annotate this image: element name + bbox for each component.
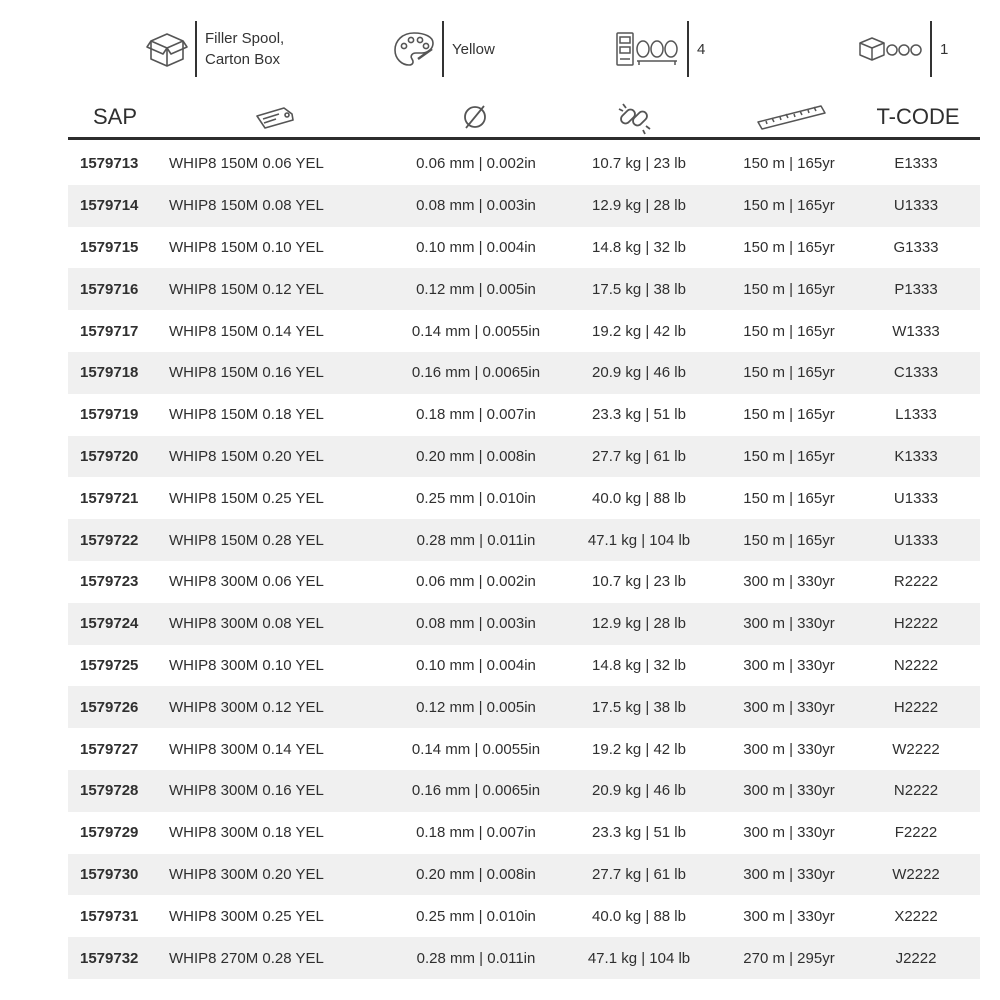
diameter-cell: 0.12 mm | 0.005in — [416, 280, 536, 298]
color-text: Yellow — [452, 40, 495, 58]
sap-cell: 1579729 — [80, 824, 139, 842]
breaking-strength-cell: 40.0 kg | 88 lb — [592, 907, 686, 925]
info-separator — [442, 21, 444, 77]
sap-cell: 1579713 — [80, 155, 139, 173]
product-name-cell: WHIP8 150M 0.16 YEL — [169, 364, 324, 382]
length-cell: 300 m | 330yr — [743, 615, 835, 633]
packaging-text — [205, 28, 284, 70]
diameter-cell: 0.28 mm | 0.011in — [416, 531, 536, 549]
header-sap — [80, 94, 150, 140]
length-cell: 300 m | 330yr — [743, 824, 835, 842]
sap-cell: 1579722 — [80, 531, 139, 549]
table-row — [68, 227, 980, 269]
info-packaging — [145, 18, 284, 80]
length-cell: 300 m | 330yr — [743, 740, 835, 758]
product-name-cell: WHIP8 150M 0.08 YEL — [169, 197, 324, 215]
sap-cell: 1579721 — [80, 489, 139, 507]
product-name-cell: WHIP8 150M 0.25 YEL — [169, 489, 324, 507]
diameter-cell: 0.14 mm | 0.0055in — [411, 322, 541, 340]
breaking-strength-cell: 20.9 kg | 46 lb — [592, 364, 686, 382]
diameter-cell: 0.06 mm | 0.002in — [416, 155, 536, 173]
product-name-cell: WHIP8 150M 0.10 YEL — [169, 238, 324, 256]
table-row — [68, 561, 980, 603]
tcode-cell: X2222 — [894, 907, 938, 925]
header-tcode — [870, 94, 966, 140]
breaking-strength-cell: 27.7 kg | 61 lb — [592, 865, 686, 883]
diameter-cell: 0.10 mm | 0.004in — [416, 238, 536, 256]
sap-cell: 1579732 — [80, 949, 139, 967]
breaking-strength-cell: 12.9 kg | 28 lb — [592, 615, 686, 633]
label-tag-icon — [250, 94, 300, 140]
breaking-strength-cell: 40.0 kg | 88 lb — [592, 489, 686, 507]
product-name-cell: WHIP8 150M 0.14 YEL — [169, 322, 324, 340]
table-row — [68, 268, 980, 310]
product-name-cell: WHIP8 300M 0.06 YEL — [169, 573, 324, 591]
diameter-cell: 0.28 mm | 0.011in — [416, 949, 536, 967]
breaking-strength-cell: 17.5 kg | 38 lb — [592, 698, 686, 716]
header-sap-label: SAP — [92, 104, 138, 129]
info-separator — [930, 21, 932, 77]
diameter-cell: 0.06 mm | 0.002in — [416, 573, 536, 591]
diameter-cell: 0.18 mm | 0.007in — [416, 406, 536, 424]
length-cell: 150 m | 165yr — [743, 531, 835, 549]
product-name-cell: WHIP8 150M 0.20 YEL — [169, 447, 324, 465]
breaking-strength-cell: 27.7 kg | 61 lb — [592, 447, 686, 465]
diameter-cell: 0.25 mm | 0.010in — [416, 489, 536, 507]
breaking-strength-cell: 23.3 kg | 51 lb — [592, 824, 686, 842]
sap-cell: 1579718 — [80, 364, 139, 382]
diameter-cell: 0.08 mm | 0.003in — [416, 615, 536, 633]
header-tcode-label: T-CODE — [876, 104, 960, 129]
table-row — [68, 895, 980, 937]
sap-cell: 1579723 — [80, 573, 139, 591]
tcode-cell: F2222 — [894, 824, 938, 842]
table-row — [68, 352, 980, 394]
table-row — [68, 770, 980, 812]
table-row — [68, 519, 980, 561]
product-name-cell: WHIP8 300M 0.12 YEL — [169, 698, 324, 716]
product-name-cell: WHIP8 150M 0.12 YEL — [169, 280, 324, 298]
breaking-strength-cell: 47.1 kg | 104 lb — [587, 949, 691, 967]
sap-cell: 1579715 — [80, 238, 139, 256]
product-name-cell: WHIP8 150M 0.28 YEL — [169, 531, 324, 549]
tcode-cell: W2222 — [892, 740, 940, 758]
diameter-cell: 0.16 mm | 0.0065in — [411, 364, 541, 382]
length-cell: 150 m | 165yr — [743, 489, 835, 507]
breaking-strength-cell: 47.1 kg | 104 lb — [587, 531, 691, 549]
tcode-cell: K1333 — [894, 447, 938, 465]
info-pieces — [615, 18, 705, 80]
table-row — [68, 143, 980, 185]
table-row — [68, 937, 980, 979]
length-cell: 150 m | 165yr — [743, 238, 835, 256]
diameter-cell: 0.08 mm | 0.003in — [416, 197, 536, 215]
length-cell: 150 m | 165yr — [743, 155, 835, 173]
diameter-cell: 0.16 mm | 0.0065in — [411, 782, 541, 800]
table-row — [68, 394, 980, 436]
tcode-cell: W2222 — [892, 865, 940, 883]
product-name-cell: WHIP8 150M 0.18 YEL — [169, 406, 324, 424]
product-table — [68, 143, 980, 979]
tcode-cell: H2222 — [893, 698, 939, 716]
length-cell: 300 m | 330yr — [743, 907, 835, 925]
color-palette-icon — [392, 29, 436, 69]
sap-cell: 1579725 — [80, 656, 139, 674]
breaking-strength-cell: 14.8 kg | 32 lb — [592, 656, 686, 674]
sap-cell: 1579719 — [80, 406, 139, 424]
diameter-cell: 0.10 mm | 0.004in — [416, 656, 536, 674]
sap-cell: 1579726 — [80, 698, 139, 716]
table-row — [68, 603, 980, 645]
tcode-cell: U1333 — [893, 197, 939, 215]
tcode-cell: N2222 — [893, 782, 939, 800]
product-name-cell: WHIP8 300M 0.25 YEL — [169, 907, 324, 925]
tcode-cell: C1333 — [893, 364, 939, 382]
info-color — [392, 18, 495, 80]
diameter-icon — [455, 94, 495, 140]
product-name-cell: WHIP8 300M 0.18 YEL — [169, 824, 324, 842]
table-row — [68, 645, 980, 687]
length-cell: 150 m | 165yr — [743, 280, 835, 298]
length-cell: 270 m | 295yr — [743, 949, 835, 967]
length-cell: 300 m | 330yr — [743, 656, 835, 674]
tcode-cell: E1333 — [894, 155, 938, 173]
tcode-cell: W1333 — [892, 322, 940, 340]
length-cell: 150 m | 165yr — [743, 364, 835, 382]
spools-pack-icon — [615, 29, 681, 69]
sap-cell: 1579717 — [80, 322, 139, 340]
length-cell: 300 m | 330yr — [743, 573, 835, 591]
length-cell: 150 m | 165yr — [743, 197, 835, 215]
breaking-strength-cell: 19.2 kg | 42 lb — [592, 740, 686, 758]
diameter-cell: 0.18 mm | 0.007in — [416, 824, 536, 842]
box-icon — [145, 29, 189, 69]
boxes-text: 1 — [940, 40, 949, 58]
ruler-icon — [752, 94, 832, 140]
length-cell: 150 m | 165yr — [743, 406, 835, 424]
diameter-cell: 0.20 mm | 0.008in — [416, 865, 536, 883]
length-cell: 150 m | 165yr — [743, 447, 835, 465]
tcode-cell: U1333 — [893, 489, 939, 507]
tcode-cell: P1333 — [894, 280, 938, 298]
sap-cell: 1579724 — [80, 615, 139, 633]
product-name-cell: WHIP8 150M 0.06 YEL — [169, 155, 324, 173]
packaging-line-1: Filler Spool, — [205, 30, 285, 47]
tcode-cell: L1333 — [895, 406, 937, 424]
breaking-strength-cell: 10.7 kg | 23 lb — [592, 155, 686, 173]
info-separator — [195, 21, 197, 77]
breaking-strength-cell: 14.8 kg | 32 lb — [592, 238, 686, 256]
diameter-cell: 0.14 mm | 0.0055in — [411, 740, 541, 758]
sap-cell: 1579731 — [80, 907, 139, 925]
tcode-cell: N2222 — [893, 656, 939, 674]
chain-link-icon — [610, 94, 660, 140]
sap-cell: 1579728 — [80, 782, 139, 800]
table-row — [68, 310, 980, 352]
sap-cell: 1579727 — [80, 740, 139, 758]
sap-cell: 1579730 — [80, 865, 139, 883]
table-row — [68, 854, 980, 896]
length-cell: 300 m | 330yr — [743, 865, 835, 883]
table-header — [0, 94, 1000, 140]
length-cell: 300 m | 330yr — [743, 782, 835, 800]
sap-cell: 1579716 — [80, 280, 139, 298]
pieces-text: 4 — [697, 40, 706, 58]
breaking-strength-cell: 23.3 kg | 51 lb — [592, 406, 686, 424]
info-separator — [687, 21, 689, 77]
diameter-cell: 0.25 mm | 0.010in — [416, 907, 536, 925]
info-boxes — [856, 18, 948, 80]
product-name-cell: WHIP8 270M 0.28 YEL — [169, 949, 324, 967]
sap-cell: 1579720 — [80, 447, 139, 465]
table-row — [68, 728, 980, 770]
table-row — [68, 686, 980, 728]
tcode-cell: G1333 — [893, 238, 939, 256]
tcode-cell: J2222 — [895, 949, 937, 967]
table-row — [68, 812, 980, 854]
breaking-strength-cell: 12.9 kg | 28 lb — [592, 197, 686, 215]
table-row — [68, 185, 980, 227]
length-cell: 150 m | 165yr — [743, 322, 835, 340]
breaking-strength-cell: 20.9 kg | 46 lb — [592, 782, 686, 800]
diameter-cell: 0.12 mm | 0.005in — [416, 698, 536, 716]
product-name-cell: WHIP8 300M 0.20 YEL — [169, 865, 324, 883]
table-row — [68, 477, 980, 519]
breaking-strength-cell: 19.2 kg | 42 lb — [592, 322, 686, 340]
tcode-cell: R2222 — [893, 573, 939, 591]
tcode-cell: U1333 — [893, 531, 939, 549]
header-divider — [68, 137, 980, 140]
breaking-strength-cell: 10.7 kg | 23 lb — [592, 573, 686, 591]
sap-cell: 1579714 — [80, 197, 139, 215]
product-name-cell: WHIP8 300M 0.16 YEL — [169, 782, 324, 800]
product-name-cell: WHIP8 300M 0.14 YEL — [169, 740, 324, 758]
length-cell: 300 m | 330yr — [743, 698, 835, 716]
packaging-line-2: Carton Box — [205, 51, 281, 68]
product-name-cell: WHIP8 300M 0.10 YEL — [169, 656, 324, 674]
tcode-cell: H2222 — [893, 615, 939, 633]
table-row — [68, 436, 980, 478]
diameter-cell: 0.20 mm | 0.008in — [416, 447, 536, 465]
product-name-cell: WHIP8 300M 0.08 YEL — [169, 615, 324, 633]
box-spools-icon — [856, 29, 924, 69]
breaking-strength-cell: 17.5 kg | 38 lb — [592, 280, 686, 298]
